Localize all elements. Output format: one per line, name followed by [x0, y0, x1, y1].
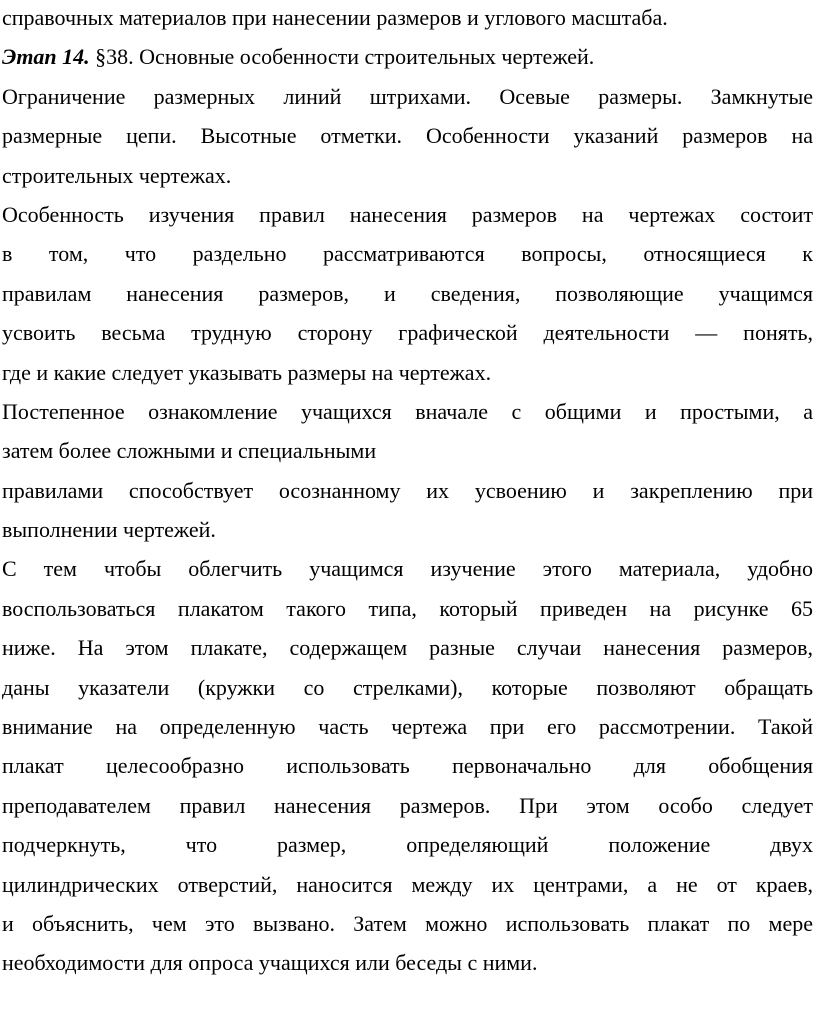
text-line: и объяснить, чем это вызвано. Затем можно использовать плакат по мере: [2, 910, 813, 936]
paragraph-start-line: С тем чтобы облегчить учащимся изучение этого материала, удобно: [2, 556, 813, 582]
text-line: правилам нанесения размеров, и сведения, позволяющие учащимся: [2, 280, 813, 306]
stage-heading-line: [2, 37, 813, 76]
text-line: затем более сложными и специальными: [2, 438, 377, 464]
text-line: выполнении чертежей.: [2, 517, 216, 543]
text-line: справочных материалов при нанесении размеров и углового масштаба.: [2, 5, 668, 30]
text-line: плакат целесообразно использовать первоначально для обобщения: [2, 753, 813, 779]
text-line: воспользоваться плакатом такого типа, который приведен на рисунке 65: [2, 595, 813, 621]
text-line: необходимости для опроса учащихся или беседы с ними.: [2, 950, 538, 976]
text-line: Ограничение размерных линий штрихами. Осевые размеры. Замкнутые: [2, 83, 813, 109]
text-line: цилиндрических отверстий, наносится между их центрами, а не от краев,: [2, 871, 813, 897]
text-line: подчеркнуть, что размер, определяющий положение двух: [2, 832, 813, 858]
paragraph-start-line: Постепенное ознакомление учащихся вначале с общими и простыми, а: [2, 398, 813, 424]
text-line: усвоить весьма трудную сторону графической деятельности — понять,: [2, 320, 813, 346]
text-line: внимание на определенную часть чертежа при его рассмотрении. Такой: [2, 714, 813, 740]
text-line: ниже. На этом плакате, содержащем разные случаи нанесения размеров,: [2, 635, 813, 661]
text-line: правилами способствует осознанному их усвоению и закреплению при: [2, 477, 813, 503]
stage-label: Этап 14.: [2, 44, 90, 70]
text-line: где и какие следует указывать размеры на чертежах.: [2, 359, 492, 385]
text-line: в том, что раздельно рассматриваются вопросы, относящиеся к: [2, 241, 813, 267]
text-line: преподавателем правил нанесения размеров. При этом особо следует: [2, 792, 813, 818]
section-title: §38. Основные особенности строительных чертежей.: [89, 44, 595, 70]
text-line: строительных чертежах.: [2, 162, 232, 188]
paragraph-start-line: Особенность изучения правил нанесения размеров на чертежах состоит: [2, 201, 813, 227]
text-line: размерные цепи. Высотные отметки. Особенности указаний размеров на: [2, 123, 813, 149]
text-line: даны указатели (кружки со стрелками), которые позволяют обращать: [2, 674, 813, 700]
